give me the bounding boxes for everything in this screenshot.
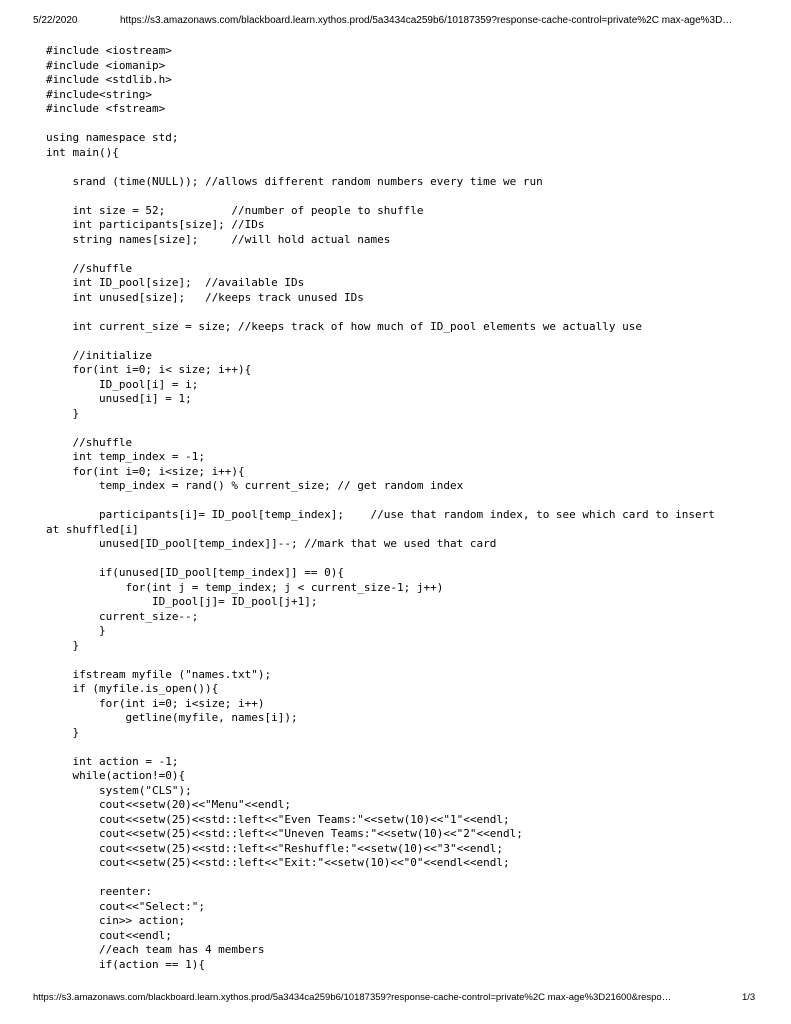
- code-line: ID_pool[i] = i;: [46, 377, 199, 391]
- code-line: for(int i=0; i<size; i++): [46, 696, 265, 710]
- code-line: //initialize: [46, 348, 152, 362]
- code-line: #include<string>: [46, 87, 152, 101]
- code-line: int main(){: [46, 145, 119, 159]
- code-line: }: [46, 638, 80, 652]
- code-line: if (myfile.is_open()){: [46, 682, 219, 695]
- code-line: cout<<setw(20)<<"Menu"<<endl;: [46, 798, 292, 811]
- code-line: string names[size]; //will hold actual names: [46, 232, 391, 246]
- code-line: participants[i]= ID_pool[temp_index]; //use that random index, to see which card to insert: [46, 508, 715, 521]
- code-line: //each team has 4 members: [46, 943, 265, 956]
- code-line: int temp_index = -1;: [46, 450, 205, 463]
- code-line: [46, 494, 766, 509]
- print-footer-url: https://s3.amazonaws.com/blackboard.learn.xythos.prod/5a3434ca259b6/10187359?response-cache-control=private%2C max-age%3D21600&respo…: [33, 992, 672, 1003]
- code-line: #include <iomanip>: [46, 58, 166, 72]
- code-line: getline(myfile, names[i]);: [46, 711, 298, 724]
- code-line: [46, 160, 766, 175]
- code-line: cin>> action;: [46, 914, 186, 927]
- code-line: using namespace std;: [46, 131, 179, 144]
- code-line: int size = 52; //number of people to shuffle: [46, 203, 424, 217]
- code-line: cout<<"Select:";: [46, 899, 205, 913]
- code-line: unused[i] = 1;: [46, 392, 192, 405]
- code-line: srand (time(NULL)); //allows different random numbers every time we run: [46, 174, 543, 188]
- code-line: for(int j = temp_index; j < current_size-1; j++): [46, 580, 444, 594]
- code-line: cout<<setw(25)<<std::left<<"Uneven Teams:"<<setw(10)<<"2"<<endl;: [46, 827, 523, 840]
- code-line: }: [46, 624, 106, 637]
- code-line: #include <iostream>: [46, 44, 172, 57]
- code-line: ifstream myfile ("names.txt");: [46, 667, 272, 681]
- code-line: [46, 247, 766, 262]
- code-line: [46, 653, 766, 668]
- code-line: #include <fstream>: [46, 102, 166, 115]
- code-listing: [46, 44, 766, 972]
- code-line: [46, 552, 766, 567]
- code-line: cout<<setw(25)<<std::left<<"Reshuffle:"<<setw(10)<<"3"<<endl;: [46, 841, 503, 855]
- print-date: 5/22/2020: [33, 15, 78, 26]
- code-line: for(int i=0; i<size; i++){: [46, 464, 245, 478]
- code-line: at shuffled[i]: [46, 522, 139, 536]
- code-line: current_size--;: [46, 609, 199, 623]
- code-line: int participants[size]; //IDs: [46, 218, 265, 231]
- code-line: reenter:: [46, 885, 152, 898]
- code-line: int unused[size]; //keeps track unused IDs: [46, 290, 364, 304]
- code-line: [46, 421, 766, 436]
- code-line: [46, 117, 766, 132]
- code-line: for(int i=0; i< size; i++){: [46, 363, 252, 376]
- code-line: //shuffle: [46, 435, 133, 449]
- code-line: cout<<endl;: [46, 928, 172, 942]
- code-line: //shuffle: [46, 261, 133, 275]
- page-number: 1/3: [742, 992, 756, 1003]
- code-line: int action = -1;: [46, 754, 179, 768]
- code-line: cout<<setw(25)<<std::left<<"Exit:"<<setw(10)<<"0"<<endl<<endl;: [46, 856, 510, 869]
- code-line: temp_index = rand() % current_size; // get random index: [46, 479, 464, 492]
- code-line: }: [46, 725, 80, 739]
- code-line: unused[ID_pool[temp_index]]--; //mark that we used that card: [46, 537, 497, 550]
- print-header-url: https://s3.amazonaws.com/blackboard.learn.xythos.prod/5a3434ca259b6/10187359?response-cache-control=private%2C max-age%3D…: [120, 15, 733, 26]
- code-line: ID_pool[j]= ID_pool[j+1];: [46, 595, 318, 608]
- code-line: cout<<setw(25)<<std::left<<"Even Teams:"<<setw(10)<<"1"<<endl;: [46, 812, 510, 826]
- code-line: [46, 871, 766, 886]
- code-line: system("CLS");: [46, 783, 192, 797]
- code-line: if(action == 1){: [46, 957, 205, 971]
- code-line: #include <stdlib.h>: [46, 73, 172, 86]
- code-line: if(unused[ID_pool[temp_index]] == 0){: [46, 566, 345, 579]
- code-line: int current_size = size; //keeps track of how much of ID_pool elements we actually use: [46, 319, 643, 333]
- code-line: }: [46, 406, 80, 420]
- code-line: [46, 189, 766, 204]
- code-line: int ID_pool[size]; //available IDs: [46, 276, 305, 289]
- code-line: [46, 740, 766, 755]
- code-line: [46, 334, 766, 349]
- code-line: [46, 305, 766, 320]
- code-line: while(action!=0){: [46, 769, 186, 782]
